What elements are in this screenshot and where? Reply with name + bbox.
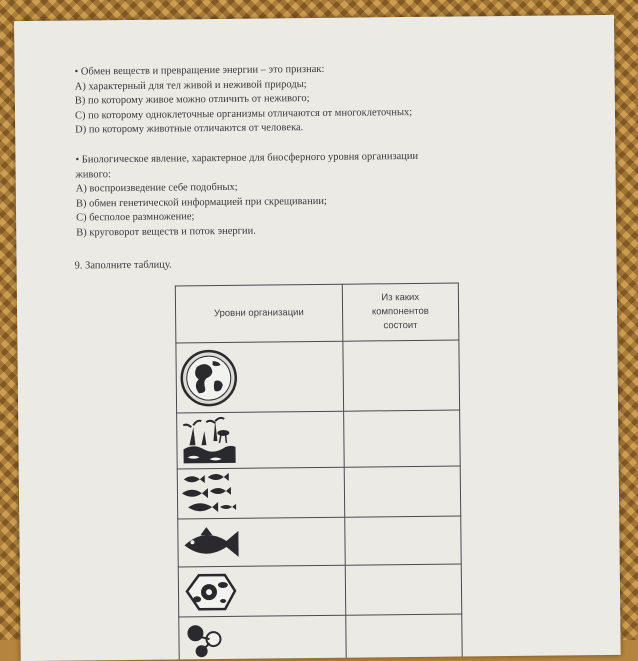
components-answer-cell[interactable] (342, 340, 459, 411)
level-cell (176, 341, 343, 413)
ecosystem-icon (179, 414, 238, 467)
question-2-option-c: C) бесполое размножение; (76, 211, 195, 224)
level-cell (177, 411, 344, 469)
question-1-option-a: A) характерный для тел живой и неживой природы; (74, 78, 307, 93)
molecule-icon (181, 618, 233, 659)
question-1-option-c: C) по которому одноклеточные организмы отличаются от многоклеточных; (74, 106, 413, 122)
table-row (179, 614, 462, 661)
components-answer-cell[interactable] (345, 564, 462, 615)
question-2-option-b: B) обмен генетической информацией при скрещивании; (75, 195, 327, 210)
question-2-option-d: B) круговорот веществ и поток энергии. (76, 225, 256, 239)
table-row (177, 466, 461, 519)
level-cell (178, 565, 345, 617)
fish-school-icon (180, 470, 240, 517)
worksheet-page (14, 15, 621, 661)
components-answer-cell[interactable] (344, 466, 461, 517)
header-components-line-2: компонентов (371, 305, 429, 318)
globe-icon (178, 346, 239, 409)
question-1-stem: • Обмен веществ и превращение энергии – это признак: (74, 63, 325, 78)
table-row (177, 410, 461, 469)
cell-icon (181, 568, 239, 615)
header-components-line-3: состоит (383, 319, 418, 332)
question-1-option-b: B) по которому живое можно отличить от неживого; (74, 93, 310, 107)
level-cell (177, 467, 344, 519)
components-answer-cell[interactable] (343, 410, 460, 467)
components-answer-cell[interactable] (345, 614, 462, 659)
table-row (176, 340, 460, 413)
table-row (178, 564, 462, 617)
table-row (178, 516, 461, 567)
question-2-stem-line-1: • Биологическое явление, характерное для биосферного уровня организации (75, 150, 419, 166)
question-1-option-d: D) по которому животные отличаются от человека. (75, 122, 304, 136)
question-2-stem-line-2: живого: (75, 168, 111, 181)
question-1 (74, 60, 555, 138)
level-cell (179, 615, 346, 661)
level-cell (178, 517, 345, 567)
table-header-row (175, 283, 459, 343)
header-components-line-1: Из каких (381, 291, 420, 304)
header-components (342, 283, 459, 341)
header-levels: Уровни организации (175, 284, 342, 343)
levels-table (175, 282, 463, 661)
question-2 (75, 148, 556, 240)
components-answer-cell[interactable] (344, 516, 461, 565)
fish-icon (180, 520, 242, 565)
task-9-heading: 9. Заполните таблицу. (74, 259, 172, 272)
question-2-option-a: A) воспроизведение себе подобных; (75, 181, 238, 195)
